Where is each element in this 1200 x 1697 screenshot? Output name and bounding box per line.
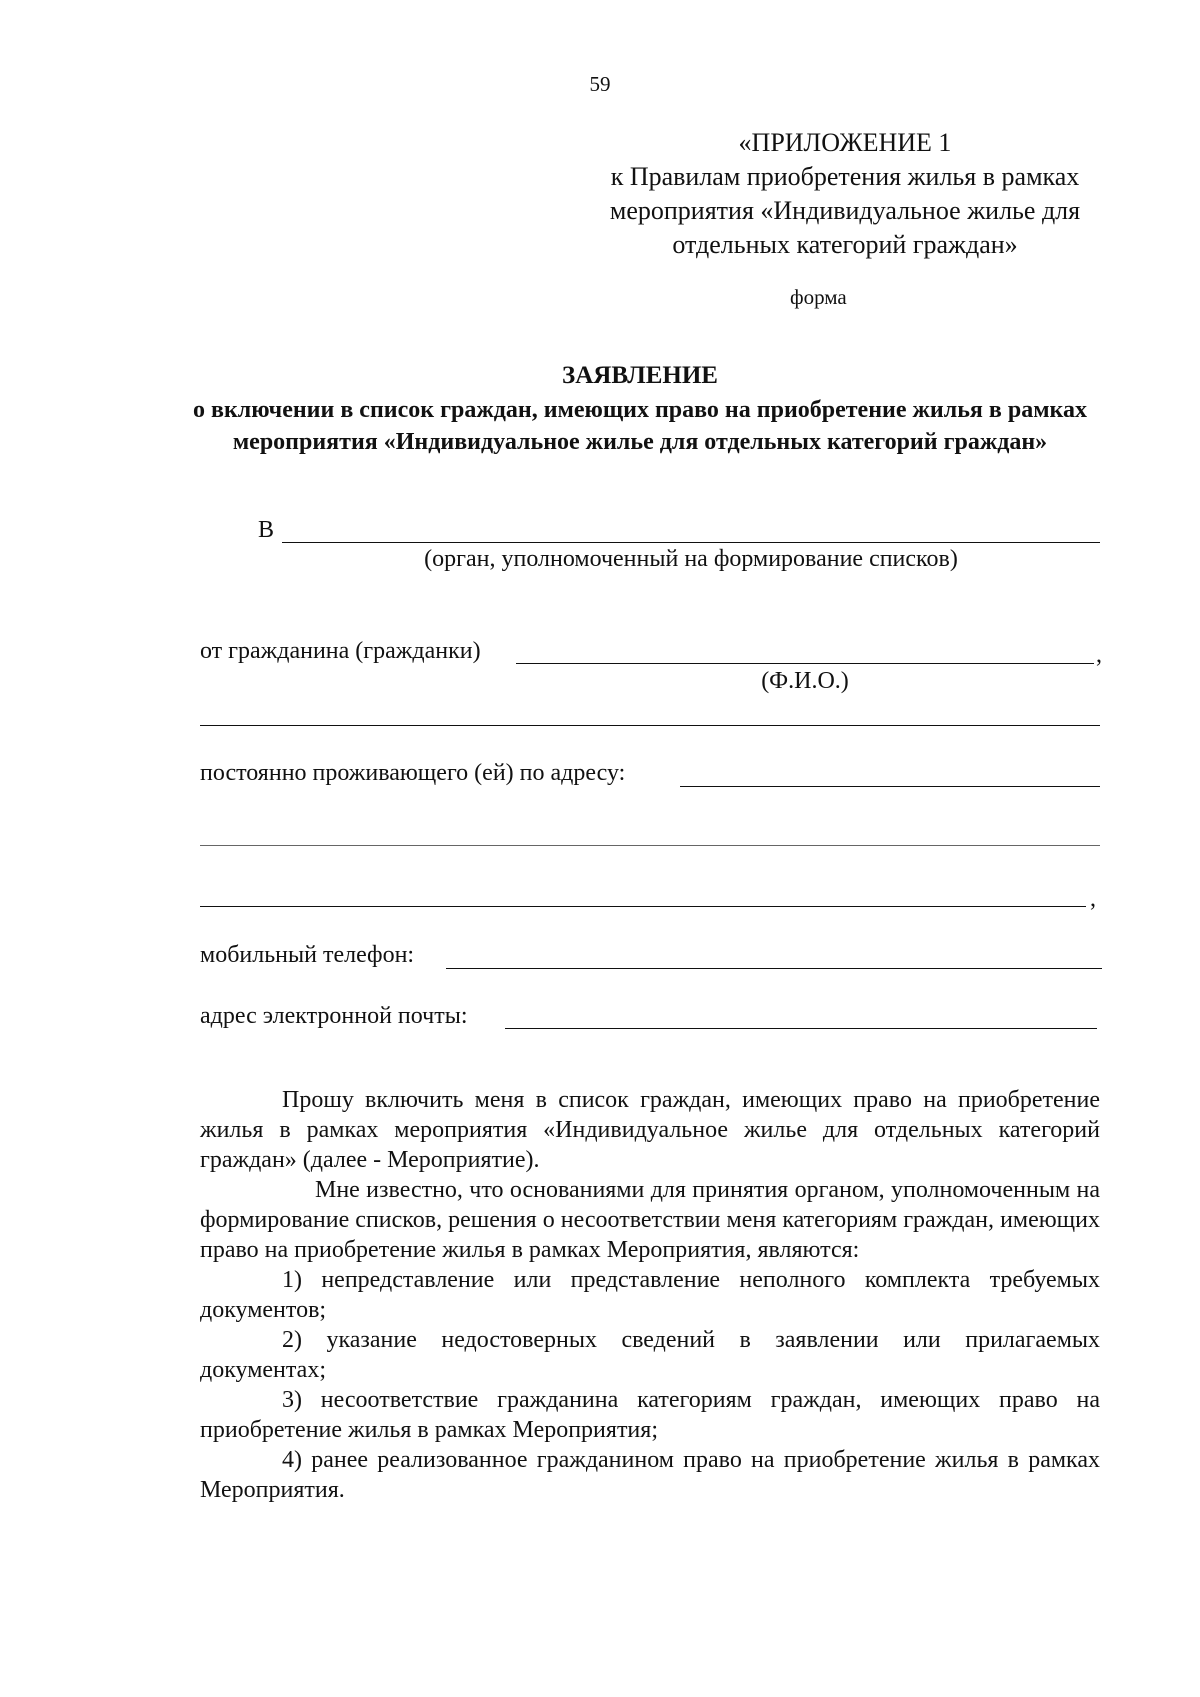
title-subtitle: о включении в список граждан, имеющих право на приобретение жилья в рамках мероприятия «Индивидуальное жилье для отдельных категорий граждан» <box>192 397 1088 455</box>
body-text <box>200 1085 1100 1505</box>
email-line[interactable] <box>505 1028 1097 1029</box>
address-label: постоянно проживающего (ей) по адресу: <box>200 760 626 786</box>
address-line-3[interactable] <box>200 906 1086 907</box>
appendix-line-2: к Правилам приобретения жилья в рамках <box>610 162 1080 191</box>
to-caption: (орган, уполномоченный на формирование списков) <box>424 546 958 572</box>
list-item-3: 3) несоответствие гражданина категориям граждан, имеющих право на приобретение жилья в рамках Мероприятия; <box>200 1387 1100 1443</box>
appendix-header <box>560 126 1130 262</box>
from-name-line-2[interactable] <box>200 725 1100 726</box>
address-line-2[interactable] <box>200 845 1100 846</box>
page-number: 59 <box>589 72 611 96</box>
address-comma: , <box>1090 886 1096 912</box>
appendix-line-1: «ПРИЛОЖЕНИЕ 1 <box>738 128 952 157</box>
to-prefix: В <box>258 517 275 543</box>
body-paragraph-2: Мне известно, что основаниями для принятия органом, уполномоченным на формирование списков, решения о несоответствии меня категориям граждан, имеющих право на приобретение жилья в рамках Мероприятия, являются: <box>200 1177 1100 1263</box>
phone-line[interactable] <box>446 968 1102 969</box>
appendix-line-3: мероприятия «Индивидуальное жилье для <box>609 196 1081 225</box>
body-paragraph-1: Прошу включить меня в список граждан, имеющих право на приобретение жилья в рамках мероприятия «Индивидуальное жилье для отдельных категорий граждан» (далее - Мероприятие). <box>200 1087 1100 1173</box>
form-label: форма <box>790 285 847 309</box>
address-line-1[interactable] <box>680 786 1100 787</box>
list-item-4: 4) ранее реализованное гражданином право на приобретение жилья в рамках Мероприятия. <box>200 1447 1100 1503</box>
phone-label: мобильный телефон: <box>200 942 415 968</box>
list-item-1: 1) непредставление или представление неполного комплекта требуемых документов; <box>200 1267 1100 1323</box>
from-comma: , <box>1096 642 1102 668</box>
from-name-line[interactable] <box>516 663 1094 664</box>
email-label: адрес электронной почты: <box>200 1003 468 1029</box>
from-caption: (Ф.И.О.) <box>761 668 849 694</box>
list-item-2: 2) указание недостоверных сведений в заявлении или прилагаемых документах; <box>200 1327 1100 1383</box>
document-title <box>180 360 1100 458</box>
to-recipient-line[interactable] <box>282 542 1100 543</box>
title-main: ЗАЯВЛЕНИЕ <box>562 362 718 389</box>
from-label: от гражданина (гражданки) <box>200 638 481 664</box>
appendix-line-4: отдельных категорий граждан» <box>672 230 1018 259</box>
